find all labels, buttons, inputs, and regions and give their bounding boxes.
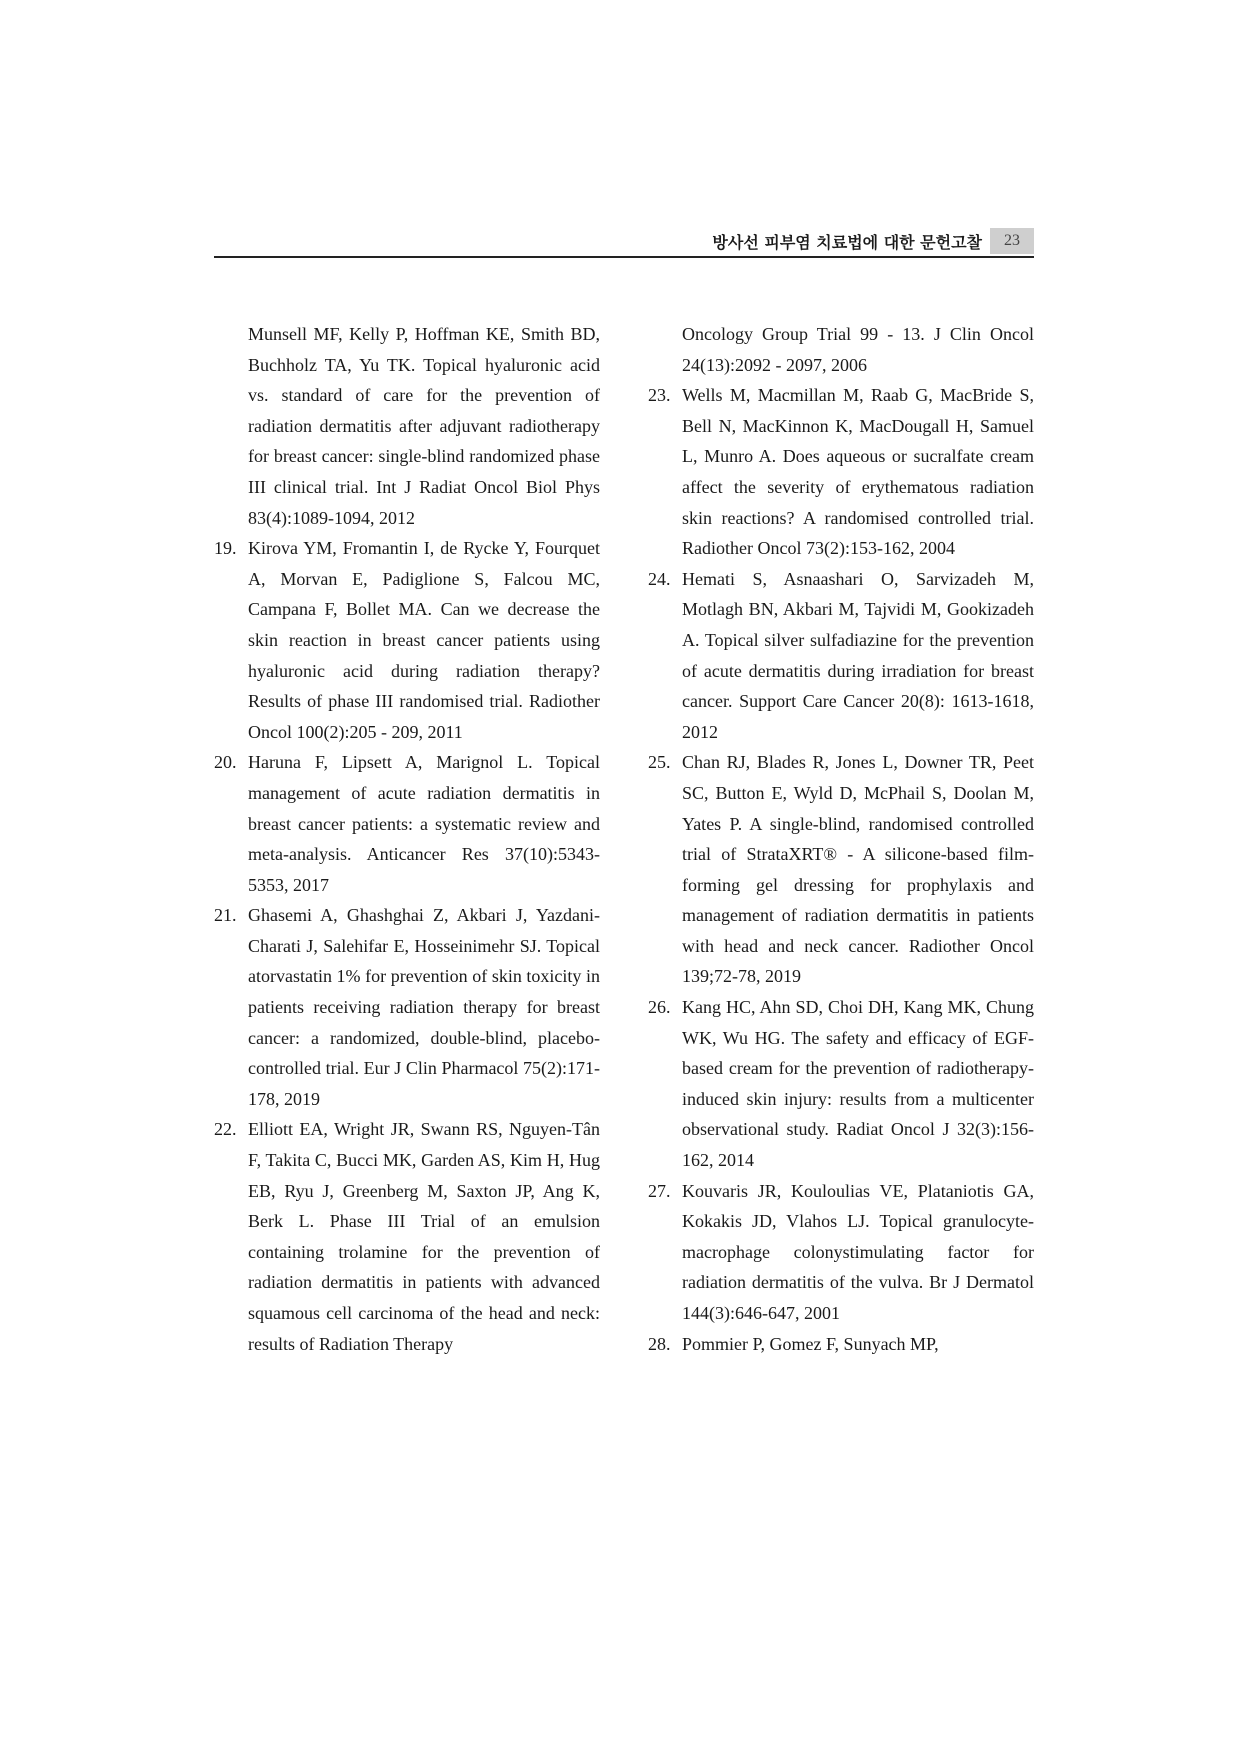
reference-text: Oncology Group Trial 99 - 13. J Clin Oncol 24(13):2092 - 2097, 2006 [682,324,1034,375]
reference-text: Chan RJ, Blades R, Jones L, Downer TR, Peet SC, Button E, Wyld D, McPhail S, Doolan M, Yates P. A single-blind, randomised controlled trial of StrataXRT® - A silicone-based film-forming gel dressing for prophylaxis and management of radiation dermatitis in patients with head and neck cancer. Radiother Oncol 139;72-78, 2019 [682,752,1034,987]
reference-text: Pommier P, Gomez F, Sunyach MP, [682,1333,939,1354]
journal-running-title: 방사선 피부염 치료법에 대한 문헌고찰 [712,233,982,252]
reference-number: 21. [214,905,237,926]
reference-number: 28. [648,1333,671,1354]
reference-entry [648,319,1034,380]
reference-text: Wells M, Macmillan M, Raab G, MacBride S, Bell N, MacKinnon K, MacDougall H, Samuel L, Munro A. Does aqueous or sucralfate cream affect the severity of erythematous radiation skin reactions? A randomised controlled trial. Radiother Oncol 73(2):153-162, 2004 [682,385,1034,559]
reference-text: Kang HC, Ahn SD, Choi DH, Kang MK, Chung WK, Wu HG. The safety and efficacy of EGF-based cream for the prevention of radiotherapy-induced skin injury: results from a multicenter observational study. Radiat Oncol J 32(3):156-162, 2014 [682,997,1034,1171]
reference-column-right [648,319,1034,1359]
reference-text: Elliott EA, Wright JR, Swann RS, Nguyen-Tân F, Takita C, Bucci MK, Garden AS, Kim H, Hug EB, Ryu J, Greenberg M, Saxton JP, Ang K, Berk L. Phase III Trial of an emulsion containing trolamine for the prevention of radiation dermatitis in patients with advanced squamous cell carcinoma of the head and neck: results of Radiation Therapy [248,1119,600,1354]
reference-number: 22. [214,1119,237,1140]
reference-column-left [214,319,600,1359]
reference-number: 25. [648,752,671,773]
reference-entry [214,533,600,747]
reference-text: Hemati S, Asnaashari O, Sarvizadeh M, Motlagh BN, Akbari M, Tajvidi M, Gookizadeh A. Topical silver sulfadiazine for the prevention of acute dermatitis during irradiation for breast cancer. Support Care Cancer 20(8): 1613-1618, 2012 [682,568,1034,742]
running-header [214,228,1034,258]
reference-text: Kouvaris JR, Kouloulias VE, Plataniotis GA, Kokakis JD, Vlahos LJ. Topical granulocyte-macrophage colonystimulating factor for radiation dermatitis of the vulva. Br J Dermatol 144(3):646-647, 2001 [682,1180,1034,1323]
reference-text: Ghasemi A, Ghashghai Z, Akbari J, Yazdani-Charati J, Salehifar E, Hosseinimehr SJ. Topical atorvastatin 1% for prevention of skin toxicity in patients receiving radiation therapy for breast cancer: a randomized, double-blind, placebo-controlled trial. Eur J Clin Pharmacol 75(2):171-178, 2019 [248,905,600,1109]
reference-entry [214,900,600,1114]
reference-entry [648,992,1034,1176]
reference-entry [648,380,1034,564]
reference-entry [648,747,1034,992]
reference-text: Kirova YM, Fromantin I, de Rycke Y, Fourquet A, Morvan E, Padiglione S, Falcou MC, Campana F, Bollet MA. Can we decrease the skin reaction in breast cancer patients using hyaluronic acid during radiation therapy? Results of phase III randomised trial. Radiother Oncol 100(2):205 - 209, 2011 [248,538,600,742]
page-number: 23 [990,228,1034,254]
reference-number: 23. [648,385,671,406]
reference-entry [214,747,600,900]
reference-number: 26. [648,997,671,1018]
reference-text: Haruna F, Lipsett A, Marignol L. Topical management of acute radiation dermatitis in breast cancer patients: a systematic review and meta-analysis. Anticancer Res 37(10):5343- 5353, 2017 [248,752,600,895]
reference-entry [648,1329,1034,1360]
reference-text: Munsell MF, Kelly P, Hoffman KE, Smith BD, Buchholz TA, Yu TK. Topical hyaluronic acid vs. standard of care for the prevention of radiation dermatitis after adjuvant radiotherapy for breast cancer: single-blind randomized phase III clinical trial. Int J Radiat Oncol Biol Phys 83(4):1089-1094, 2012 [248,324,600,528]
reference-number: 24. [648,568,671,589]
reference-entry [648,1176,1034,1329]
reference-number: 19. [214,538,237,559]
reference-entry [214,319,600,533]
reference-entry [648,564,1034,748]
reference-number: 20. [214,752,237,773]
reference-number: 27. [648,1180,671,1201]
reference-entry [214,1114,600,1359]
